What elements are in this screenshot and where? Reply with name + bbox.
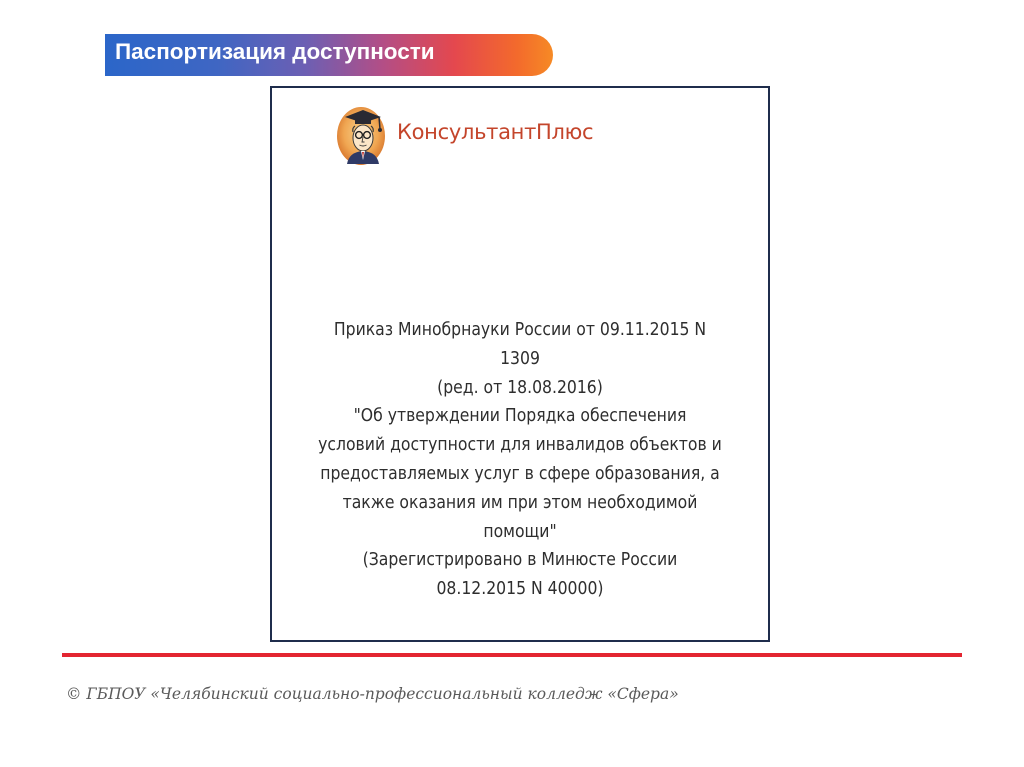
- document-line: (Зарегистрировано в Минюсте России: [362, 550, 678, 571]
- document-text: [272, 316, 768, 604]
- consultant-plus-professor-icon: [335, 104, 391, 168]
- document-line: также оказания им при этом необходимой: [342, 492, 698, 513]
- document-line: (ред. от 18.08.2016): [437, 377, 603, 398]
- slide-title: Паспортизация доступности: [115, 39, 435, 64]
- document-line: помощи": [483, 521, 557, 542]
- footer-divider: [62, 653, 962, 657]
- document-line: предоставляемых услуг в сфере образования, а: [320, 463, 720, 484]
- document-line: 08.12.2015 N 40000): [436, 579, 604, 600]
- document-line: Приказ Минобрнауки России от 09.11.2015 N: [333, 320, 707, 340]
- title-banner: [105, 34, 553, 76]
- footer-copyright: © ГБПОУ «Челябинский социально-профессиональный колледж «Сфера»: [66, 685, 679, 703]
- document-frame: [270, 86, 770, 642]
- consultant-plus-logo: [335, 104, 594, 168]
- document-line: 1309: [500, 348, 540, 369]
- document-line: "Об утверждении Порядка обеспечения: [353, 406, 687, 427]
- document-line: условий доступности для инвалидов объектов и: [318, 435, 722, 456]
- logo-text: КонсультантПлюс: [397, 120, 594, 144]
